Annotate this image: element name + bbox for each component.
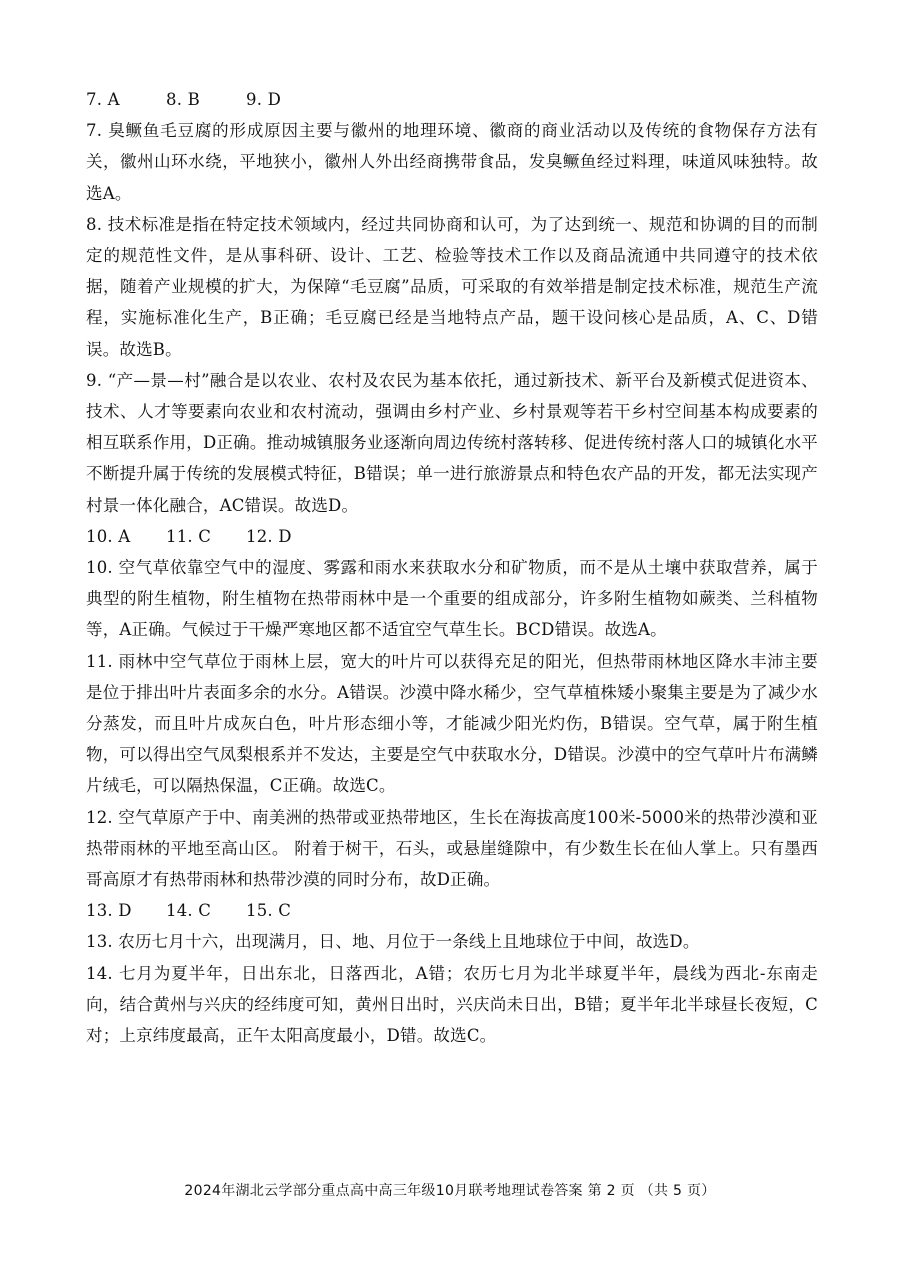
explanation-11: 11. 雨林中空气草位于雨林上层，宽大的叶片可以获得充足的阳光，但热带雨林地区降水丰沛主要是位于排出叶片表面多余的水分。A错误。沙漠中降水稀少，空气草植株矮小聚集主要是为了减少水分蒸发，而且叶片成灰白色，叶片形态细小等，才能减少阳光灼伤，B错误。空气草，属于附生植物，可以得出空气凤梨根系并不发达，主要是空气中获取水分，D错误。沙漠中的空气草叶片布满鳞片绒毛，可以隔热保温，C正确。故选C。: [86, 651, 818, 796]
answer-12: 12. D: [246, 526, 292, 546]
answer-10: 10. A: [86, 526, 131, 546]
answer-11: 11. C: [166, 526, 212, 546]
answer-content: [86, 84, 818, 1051]
explanation-14: 14. 七月为夏半年，日出东北，日落西北，A错；农历七月为北半球夏半年，晨线为西北-东南走向，结合黄州与兴庆的经纬度可知，黄州日出时，兴庆尚未日出，B错；夏半年北半球昼长夜短，C对；上京纬度最高，正午太阳高度最小，D错。故选C。: [86, 963, 818, 1046]
answer-9: 9. D: [246, 90, 282, 109]
answer-row-13-15: [86, 895, 818, 926]
answer-8: 8. B: [166, 90, 200, 109]
explanation-7: 7. 臭鳜鱼毛豆腐的形成原因主要与徽州的地理环境、徽商的商业活动以及传统的食物保存方法有关，徽州山环水绕，平地狭小，徽州人外出经商携带食品，发臭鳜鱼经过料理，味道风味独特。故选A。: [86, 121, 818, 203]
explanation-12: 12. 空气草原产于中、南美洲的热带或亚热带地区，生长在海拔高度100米-5000米的热带沙漠和亚热带雨林的平地至高山区。 附着于树干，石头，或悬崖缝隙中，有少数生长在仙人掌上。只有墨西哥高原才有热带雨林和热带沙漠的同时分布，故D正确。: [86, 807, 818, 890]
answer-14: 14. C: [166, 901, 212, 921]
answer-row-7-9: [86, 84, 818, 115]
answer-row-10-12: [86, 521, 818, 552]
answer-15: 15. C: [246, 901, 292, 921]
answer-7: 7. A: [86, 90, 120, 109]
answer-13: 13. D: [86, 901, 132, 921]
page-footer: 2024年湖北云学部分重点高中高三年级10月联考地理试卷答案 第 2 页 （共 5 页）: [184, 1183, 716, 1199]
explanation-10: 10. 空气草依靠空气中的湿度、雾露和雨水来获取水分和矿物质，而不是从土壤中获取营养，属于典型的附生植物，附生植物在热带雨林中是一个重要的组成部分，许多附生植物如蕨类、兰科植物等，A正确。气候过于干燥严寒地区都不适宜空气草生长。BCD错误。故选A。: [86, 558, 818, 640]
explanation-9: 9. “产—景—村”融合是以农业、农村及农民为基本依托，通过新技术、新平台及新模式促进资本、技术、人才等要素向农业和农村流动，强调由乡村产业、乡村景观等若干乡村空间基本构成要素的相互联系作用，D正确。推动城镇服务业逐渐向周边传统村落转移、促进传统村落人口的城镇化水平不断提升属于传统的发展模式特征，B错误；单一进行旅游景点和特色农产品的开发，都无法实现产村景一体化融合，AC错误。故选D。: [86, 370, 818, 515]
explanation-13: 13. 农历七月十六，出现满月，日、地、月位于一条线上且地球位于中间，故选D。: [86, 932, 700, 952]
explanation-8: 8. 技术标准是指在特定技术领域内，经过共同协商和认可，为了达到统一、规范和协调的目的而制定的规范性文件，是从事科研、设计、工艺、检验等技术工作以及商品流通中共同遵守的技术依据，随着产业规模的扩大，为保障“毛豆腐”品质，可采取的有效举措是制定技术标准，规范生产流程，实施标准化生产，B正确；毛豆腐已经是当地特点产品，题干设问核心是品质，A、C、D错误。故选B。: [86, 214, 818, 359]
